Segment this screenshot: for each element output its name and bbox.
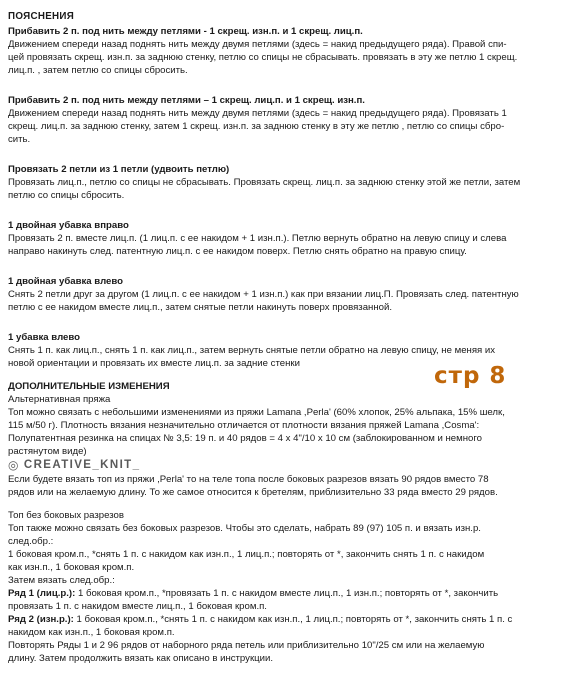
section-title: Провязать 2 петли из 1 петли (удвоить петлю) [8, 164, 230, 175]
no-slits-heading: Топ без боковых разрезов [8, 510, 124, 521]
no-slits-line: Затем вязать след.обр.: [8, 575, 115, 586]
section-line: Провязать лиц.п., петлю со спицы не сбрасывать. Провязать скрещ. лиц.п. за заднюю стенку этой же петли, затем [8, 177, 521, 188]
alt-yarn-subheading: Альтернативная пряжа [8, 394, 111, 405]
section-line: цей провязать скрещ. изн.п. за заднюю стенку, петлю со спицы не сбрасывать. провязать в эту же петлю 1 скрещ. [8, 52, 518, 63]
explanation-section [8, 25, 558, 77]
section-line: новой ориентации и провязать их вместе лиц.п. за задние стенки [8, 358, 300, 369]
explanations-heading: ПОЯСНЕНИЯ [8, 11, 75, 22]
section-title: Прибавить 2 п. под нить между петлями - 1 скрещ. изн.п. и 1 скрещ. лиц.п. [8, 26, 363, 37]
additional-line: Топ можно связать с небольшими изменениями из пряжи Lamana ,Perla' (60% хлопок, 25% альпака, 15% шелк, [8, 407, 505, 418]
section-line: петлю с ее накидом вместе лиц.п., затем снятые петли накинуть поверх провязанной. [8, 302, 392, 313]
row-2-line: накидом как изн.п., 1 боковая кром.п. [8, 627, 175, 638]
no-slits-line: как изн.п., 1 боковая кром.п. [8, 562, 135, 573]
row-1-text: 1 боковая кром.п., *провязать 1 п. с накидом вместе лиц.п., 1 изн.п.; повторять от *, закончить [75, 588, 499, 599]
section-line: направо накинуть след. патентную лиц.п. с ее накидом поверх. Петлю снять обратно на правую спицу. [8, 246, 467, 257]
no-slits-line: след.обр.: [8, 536, 54, 547]
row-2-line [8, 613, 558, 626]
final-line: Повторять Ряды 1 и 2 96 рядов от наборного ряда петель или приблизительно 10"/25 см или на желаемую [8, 640, 485, 651]
watermark [8, 459, 558, 472]
no-slits-line: Топ также можно связать без боковых разрезов. Чтобы это сделать, набрать 89 (97) 105 п. и вязать изн.р. [8, 523, 481, 534]
section-title: 1 двойная убавка влево [8, 276, 124, 287]
row-1-label: Ряд 1 (лиц.р.): [8, 588, 76, 599]
explanation-section [8, 94, 558, 146]
row-2-label: Ряд 2 (изн.р.): [8, 614, 74, 625]
section-line: сить. [8, 134, 31, 145]
explanation-section [8, 163, 558, 202]
section-line: Снять 2 петли друг за другом (1 лиц.п. с ее накидом + 1 изн.п.) как при вязании лиц.П. Провязать след. патентную [8, 289, 519, 300]
row-2-text: 1 боковая кром.п., *снять 1 п. с накидом как изн.п., 1 лиц.п.; повторять от *, закончить снять 1 п. с [73, 614, 513, 625]
watermark-text: CREATIVE_KNIT_ [23, 459, 141, 471]
section-title: 1 двойная убавка вправо [8, 220, 129, 231]
section-line: лиц.п. , затем петлю со спицы сбросить. [8, 65, 188, 76]
additional-line: растянутом виде) [8, 446, 87, 457]
explanation-section [8, 275, 558, 314]
final-line: длину. Затем продолжить вязать как описано в инструкции. [8, 653, 274, 664]
additional-heading: ДОПОЛНИТЕЛЬНЫЕ ИЗМЕНЕНИЯ [8, 381, 170, 392]
section-title: 1 убавка влево [8, 332, 81, 343]
document-page [8, 10, 558, 665]
section-line: Движением спереди назад поднять нить между двумя петлями (здесь = накид предыдущего ряда). Провязать 1 [8, 108, 507, 119]
section-line: скрещ. лиц.п. за заднюю стенку, затем 1 скрещ. изн.п. за заднюю стенку в эту же петлю , петлю со спицы сбро- [8, 121, 505, 132]
section-title: Прибавить 2 п. под нить между петлями – 1 скрещ. лиц.п. и 1 скрещ. изн.п. [8, 95, 365, 106]
row-1-line [8, 587, 558, 600]
explanation-section [8, 219, 558, 258]
section-line: петлю со спицы сбросить. [8, 190, 125, 201]
additional-line: Если будете вязать топ из пряжи ,Perla' то на теле топа после боковых разрезов вязать 90 рядов вместо 78 [8, 474, 489, 485]
additional-line: Полупатентная резинка на спицах № 3,5: 19 п. и 40 рядов = 4 х 4"/10 х 10 см (заблокированном и немного [8, 433, 482, 444]
no-slits-line: 1 боковая кром.п., *снять 1 п. с накидом как изн.п., 1 лиц.п.; повторять от *, закончить снять 1 п. с накидом [8, 549, 485, 560]
additional-changes [8, 380, 558, 499]
section-line: Движением спереди назад поднять нить между двумя петлями (здесь = накид предыдущего ряда). Правой спи- [8, 39, 507, 50]
section-line: Снять 1 п. как лиц.п., снять 1 п. как лиц.п., затем вернуть снятые петли обратно на левую спицу, не меняя их [8, 345, 496, 356]
no-slits-section [8, 509, 558, 665]
page-number-label: стр 8 [434, 363, 507, 389]
additional-line: рядов или на желаемую длину. То же самое относится к бретелям, приблизительно 33 ряда вместо 29 рядов. [8, 487, 498, 498]
instagram-icon: ◎ [8, 458, 20, 472]
row-1-line: провязать 1 п. с накидом вместе лиц.п., 1 боковая кром.п. [8, 601, 267, 612]
additional-line: 115 м/50 г). Плотность вязания незначительно отличается от плотности вязания пряжей Lamana ,Cosma': [8, 420, 480, 431]
section-line: Провязать 2 п. вместе лиц.п. (1 лиц.п. с ее накидом + 1 изн.п.). Петлю вернуть обратно на левую спицу и слева [8, 233, 507, 244]
